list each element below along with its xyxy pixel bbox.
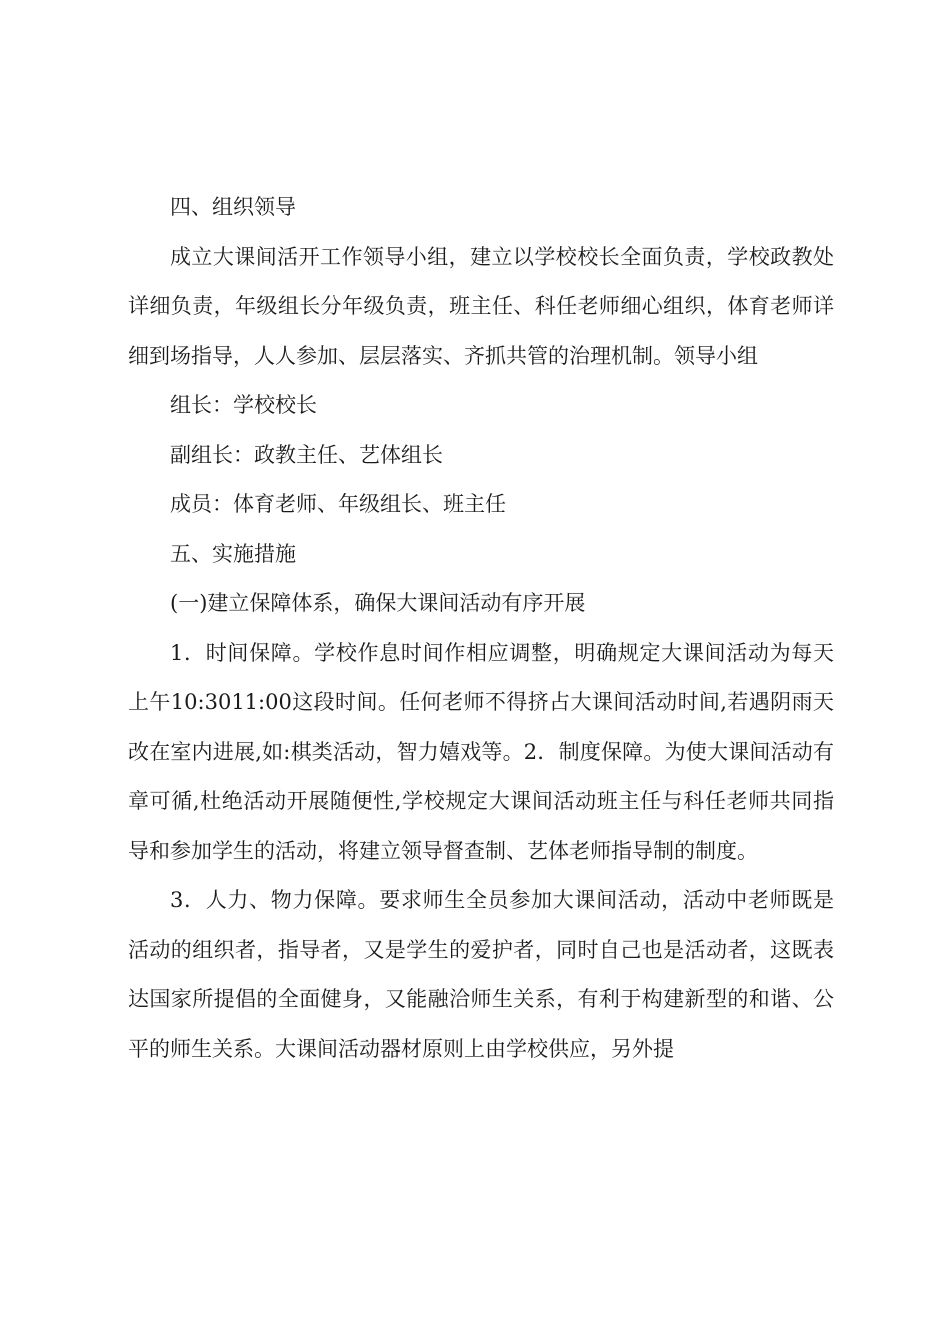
section-heading-organization: 四、组织领导 xyxy=(170,195,296,219)
paragraph-group-leader: 组长：学校校长 xyxy=(170,393,317,417)
paragraph-members: 成员：体育老师、年级组长、班主任 xyxy=(170,492,506,516)
paragraph-time-and-system-guarantee: 1．时间保障。学校作息时间作相应调整，明确规定大课间活动为每天上午10:3011:00这段时间。任何老师不得挤占大课间活动时间,若遇阴雨天改在室内进展,如:棋类活动，智力嬉戏等。2．制度保障。为使大课间活动有章可循,杜绝活动开展随便性,学校规定大课间活动班主任与科任老师共同指导和参加学生的活动，将建立领导督查制、艺体老师指导制的制度。 xyxy=(128,640,834,863)
paragraph-deputy-leader: 副组长：政教主任、艺体组长 xyxy=(170,442,443,467)
paragraph-human-material-guarantee: 3．人力、物力保障。要求师生全员参加大课间活动，活动中老师既是活动的组织者，指导者，又是学生的爱护者，同时自己也是活动者，这既表达国家所提倡的全面健身，又能融洽师生关系，有利于构建新型的和谐、公平的师生关系。大课间活动器材原则上由学校供应，另外提 xyxy=(128,888,834,1061)
subsection-heading-guarantee-system: (一)建立保障体系，确保大课间活动有序开展 xyxy=(170,591,586,615)
section-heading-measures: 五、实施措施 xyxy=(170,541,296,566)
paragraph-leadership-group: 成立大课间活开工作领导小组，建立以学校校长全面负责，学校政教处详细负责，年级组长分年级负责，班主任、科任老师细心组织，体育老师详细到场指导，人人参加、层层落实、齐抓共管的治理机制。领导小组 xyxy=(128,244,834,368)
document-body xyxy=(128,183,834,1074)
